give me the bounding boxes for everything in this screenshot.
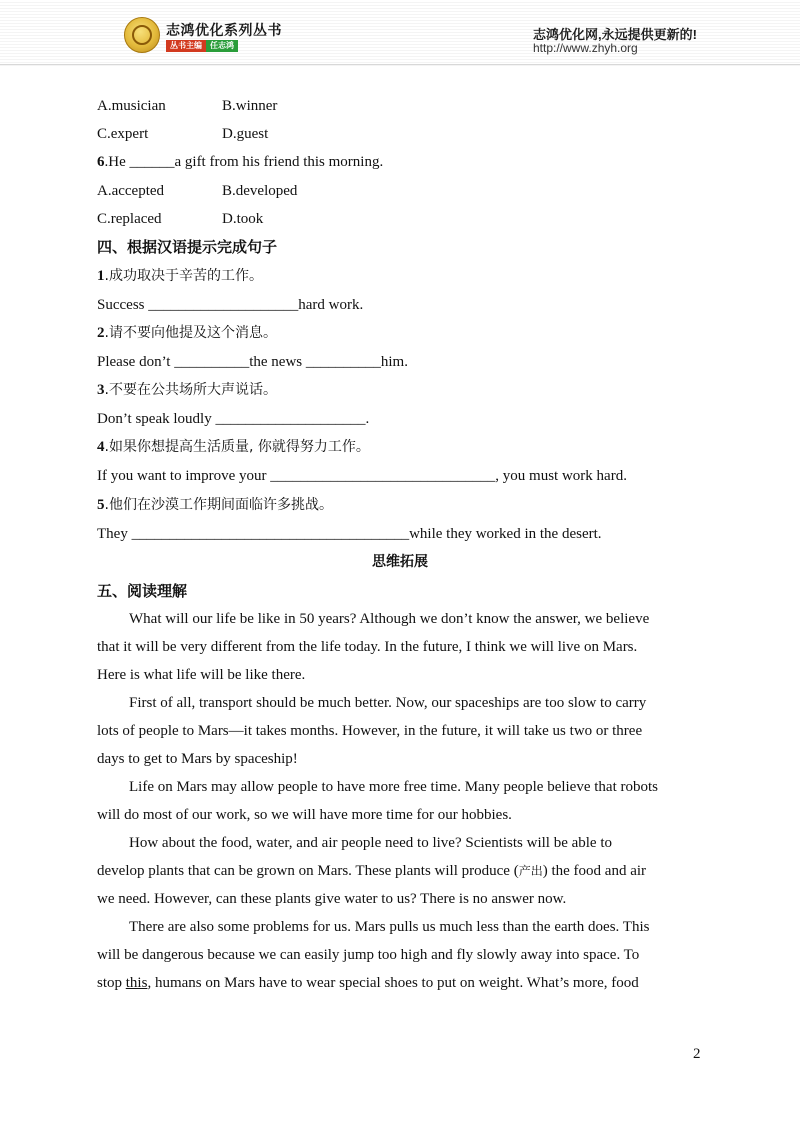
logo-ring bbox=[132, 25, 152, 45]
s4-item5-prompt: .他们在沙漠工作期间面临许多挑战。 bbox=[104, 497, 333, 513]
passage-line: will be dangerous because we can easily jump too high and fly slowly away into space. To bbox=[97, 947, 640, 963]
s4-item3-number: 3 bbox=[97, 382, 105, 398]
passage-line: will do most of our work, so we will have more time for our hobbies. bbox=[97, 807, 512, 823]
passage-line: Here is what life will be like there. bbox=[97, 667, 306, 683]
q6-option-a: A.accepted bbox=[97, 183, 165, 199]
passage-line: How about the food, water, and air people need to live? Scientists will be able to bbox=[129, 835, 613, 851]
passage-line: days to get to Mars by spaceship! bbox=[97, 751, 298, 767]
header-divider bbox=[0, 64, 800, 65]
q6-option-c: C.replaced bbox=[97, 211, 162, 227]
q5-option-b: B.winner bbox=[222, 98, 278, 114]
s4-item1-prompt: .成功取决于辛苦的工作。 bbox=[104, 268, 263, 284]
s4-item4-en: If you want to improve your ______________________________, you must work hard. bbox=[97, 468, 627, 484]
passage-line: Life on Mars may allow people to have more free time. Many people believe that robots bbox=[129, 779, 658, 795]
gloss-chinese: 产出 bbox=[518, 864, 543, 878]
site-slogan: 志鸿优化网,永远提供更新的! bbox=[533, 27, 697, 42]
s4-item4-cn bbox=[97, 438, 370, 456]
q6-number: 6 bbox=[97, 154, 105, 170]
passage-line bbox=[97, 857, 707, 885]
passage-line: What will our life be like in 50 years? Although we don’t know the answer, we believe bbox=[129, 611, 650, 627]
s4-item4-number: 4 bbox=[97, 439, 105, 455]
section5-title: 五、阅读理解 bbox=[97, 582, 188, 600]
s4-item5-number: 5 bbox=[97, 497, 105, 513]
passage-text: , humans on Mars have to wear special shoes to put on weight. What’s more, food bbox=[147, 975, 639, 991]
q6-stem bbox=[97, 153, 383, 171]
s4-item2-prompt: .请不要向他提及这个消息。 bbox=[104, 325, 277, 341]
editor-name: 任志鸿 bbox=[206, 40, 238, 52]
page-number: 2 bbox=[693, 1046, 701, 1062]
series-title: 志鸿优化系列丛书 bbox=[166, 22, 282, 38]
underlined-word: this bbox=[125, 975, 148, 991]
q6-text: .He ______a gift from his friend this morning. bbox=[104, 154, 384, 170]
s4-item1-en: Success ____________________hard work. bbox=[97, 297, 364, 313]
s4-item5-en: They _____________________________________while they worked in the desert. bbox=[97, 526, 602, 542]
reading-passage bbox=[97, 605, 707, 997]
passage-line: First of all, transport should be much better. Now, our spaceships are too slow to carry bbox=[129, 695, 647, 711]
passage-line: lots of people to Mars—it takes months. However, in the future, it will take us two or three bbox=[97, 723, 643, 739]
page-header bbox=[0, 0, 800, 66]
s4-item5-cn bbox=[97, 496, 333, 514]
extension-title: 思维拓展 bbox=[372, 554, 428, 570]
s4-item4-prompt: .如果你想提高生活质量, 你就得努力工作。 bbox=[104, 439, 370, 455]
passage-text: ) the food and air bbox=[542, 863, 647, 879]
passage-line: we need. However, can these plants give water to us? There is no answer now. bbox=[97, 891, 567, 907]
q6-option-d: D.took bbox=[222, 211, 264, 227]
site-url: http://www.zhyh.org bbox=[533, 41, 638, 55]
s4-item1-number: 1 bbox=[97, 268, 105, 284]
s4-item3-cn bbox=[97, 381, 277, 399]
q6-option-b: B.developed bbox=[222, 183, 298, 199]
s4-item2-en: Please don’t __________the news __________him. bbox=[97, 354, 408, 370]
s4-item2-number: 2 bbox=[97, 325, 105, 341]
passage-line: There are also some problems for us. Mars pulls us much less than the earth does. This bbox=[129, 919, 650, 935]
q5-option-c: C.expert bbox=[97, 126, 149, 142]
editor-label: 丛书主编 bbox=[166, 40, 206, 52]
s4-item2-cn bbox=[97, 324, 277, 342]
passage-text: develop plants that can be grown on Mars. These plants will produce ( bbox=[97, 863, 519, 879]
section4-title: 四、根据汉语提示完成句子 bbox=[97, 238, 278, 256]
series-logo-icon bbox=[124, 17, 160, 53]
s4-item3-prompt: .不要在公共场所大声说话。 bbox=[104, 382, 277, 398]
passage-line bbox=[97, 969, 707, 997]
passage-text: stop bbox=[97, 975, 126, 991]
s4-item1-cn bbox=[97, 267, 263, 285]
q5-option-a: A.musician bbox=[97, 98, 166, 114]
editor-tag bbox=[166, 40, 238, 52]
passage-line: that it will be very different from the life today. In the future, I think we will live on Mars. bbox=[97, 639, 638, 655]
q5-option-d: D.guest bbox=[222, 126, 269, 142]
s4-item3-en: Don’t speak loudly ____________________. bbox=[97, 411, 370, 427]
